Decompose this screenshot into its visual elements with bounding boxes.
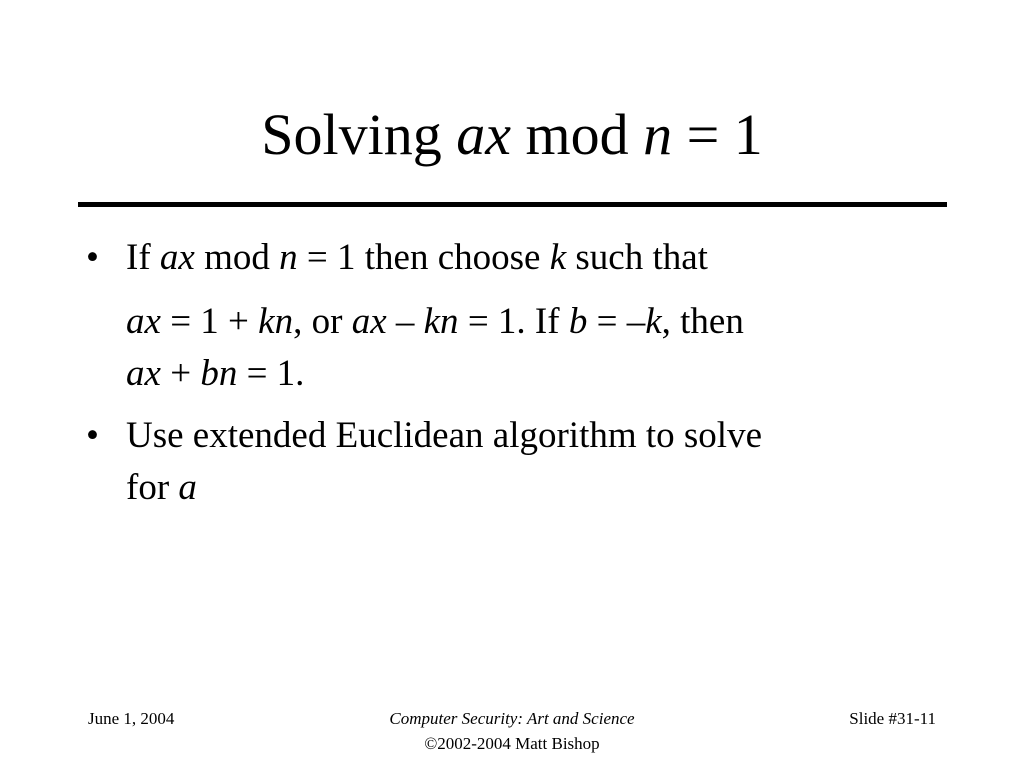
title-var-n: n — [643, 102, 673, 167]
bullet-marker: • — [86, 415, 99, 456]
footer-slide-number: Slide #31-11 — [849, 709, 936, 728]
bullet-line: Use extended Euclidean algorithm to solve — [126, 415, 763, 456]
text: = 1 + — [160, 301, 259, 342]
footer-center — [312, 708, 712, 755]
text: If — [126, 237, 160, 278]
text: such that — [566, 237, 708, 278]
var: kn — [423, 301, 459, 342]
bullet-continuation — [86, 296, 946, 400]
slide-title — [0, 100, 1024, 170]
footer-date: June 1, 2004 — [88, 709, 175, 728]
var: ax — [351, 301, 387, 342]
continuation-line — [126, 348, 946, 400]
var: kn — [258, 301, 294, 342]
var: k — [549, 237, 567, 278]
text: + — [160, 353, 201, 394]
var: ax — [126, 301, 161, 342]
title-text: Solving — [261, 102, 457, 167]
title-text: = 1 — [672, 102, 763, 167]
var: ax — [126, 353, 161, 394]
footer-copyright: ©2002-2004 Matt Bishop — [424, 734, 600, 753]
var: k — [645, 301, 662, 342]
text: mod — [194, 237, 280, 278]
slide-body — [86, 232, 946, 514]
text: = 1 then choose — [297, 237, 550, 278]
title-text: mod — [510, 102, 644, 167]
title-var-ax: ax — [456, 102, 511, 167]
var: n — [279, 237, 298, 278]
bullet-marker: • — [86, 237, 99, 278]
text: = – — [587, 301, 646, 342]
var: bn — [200, 353, 238, 394]
text: for — [126, 467, 179, 508]
continuation-line — [126, 296, 946, 348]
text: = 1. — [237, 353, 305, 394]
bullet-line — [126, 232, 946, 284]
text: , or — [293, 301, 352, 342]
footer-book-title: Computer Security: Art and Science — [389, 709, 635, 728]
bullet-item — [86, 232, 946, 284]
var: a — [178, 467, 197, 508]
bullet-item — [86, 410, 946, 514]
text: = 1. If — [458, 301, 569, 342]
bullet-line — [126, 462, 946, 514]
title-divider — [78, 202, 947, 207]
var: ax — [159, 237, 195, 278]
var: b — [568, 301, 588, 342]
text: – — [386, 301, 424, 342]
text: , then — [661, 301, 744, 342]
